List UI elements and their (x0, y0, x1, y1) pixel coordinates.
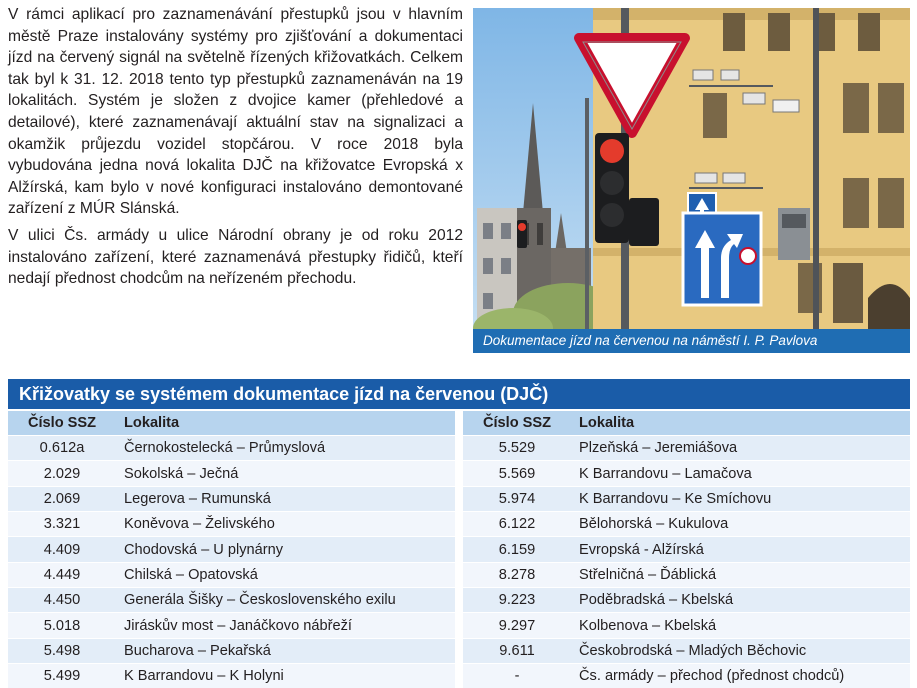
table-body-right (463, 436, 910, 688)
ssz-number: 5.499 (8, 664, 116, 688)
table-row (463, 588, 910, 613)
table-row (463, 638, 910, 663)
location-name: Chilská – Opatovská (116, 562, 455, 587)
table-row (8, 664, 455, 688)
table-row (8, 512, 455, 537)
location-name: Generála Šišky – Československého exilu (116, 588, 455, 613)
location-name: Sokolská – Ječná (116, 461, 455, 486)
ssz-number: 6.159 (463, 537, 571, 562)
ssz-number: 5.569 (463, 461, 571, 486)
location-name: Kolbenova – Kbelská (571, 613, 910, 638)
column-header-location: Lokalita (571, 411, 910, 436)
location-name: Bělohorská – Kukulova (571, 512, 910, 537)
ssz-number: 5.498 (8, 638, 116, 663)
photo-caption: Dokumentace jízd na červenou na náměstí I. P. Pavlova (473, 329, 910, 353)
location-name: Chodovská – U plynárny (116, 537, 455, 562)
location-name: Legerova – Rumunská (116, 486, 455, 511)
table-row (463, 461, 910, 486)
photo-scene (473, 8, 910, 353)
intro-paragraph-2: V ulici Čs. armády u ulice Národní obrany je od roku 2012 instalováno zařízení, které zaznamenává přestupky řidičů, kteří nedají přednost chodcům na neřízeném přechodu. (8, 225, 463, 290)
table-row (463, 486, 910, 511)
location-name: K Barrandovu – Ke Smíchovu (571, 486, 910, 511)
location-name: Evropská - Alžírská (571, 537, 910, 562)
intersections-table-right (463, 411, 910, 688)
table-row (8, 461, 455, 486)
ssz-number: 5.974 (463, 486, 571, 511)
location-name: K Barrandovu – Lamačova (571, 461, 910, 486)
table-row (8, 486, 455, 511)
column-header-number: Číslo SSZ (8, 411, 116, 436)
ssz-number: 2.029 (8, 461, 116, 486)
ssz-number: 9.297 (463, 613, 571, 638)
ssz-number: 4.449 (8, 562, 116, 587)
ssz-number: 5.529 (463, 436, 571, 461)
table-body-left (8, 436, 455, 688)
ssz-number: 4.450 (8, 588, 116, 613)
location-name: K Barrandovu – K Holyni (116, 664, 455, 688)
ssz-number: 3.321 (8, 512, 116, 537)
table-row (463, 436, 910, 461)
ssz-number: 4.409 (8, 537, 116, 562)
ssz-number: 8.278 (463, 562, 571, 587)
column-header-number: Číslo SSZ (463, 411, 571, 436)
location-name: Černokostelecká – Průmyslová (116, 436, 455, 461)
location-name: Poděbradská – Kbelská (571, 588, 910, 613)
table-row (8, 588, 455, 613)
lane-direction-sign-icon (683, 213, 761, 305)
table-row (8, 638, 455, 663)
table-row (8, 537, 455, 562)
column-header-location: Lokalita (116, 411, 455, 436)
location-name: Čs. armády – přechod (přednost chodců) (571, 664, 910, 688)
table-header-row (463, 411, 910, 436)
table-row (8, 613, 455, 638)
ssz-number: 2.069 (8, 486, 116, 511)
ssz-number: 5.018 (8, 613, 116, 638)
intro-text (8, 4, 463, 290)
location-name: Střelničná – Ďáblická (571, 562, 910, 587)
intro-paragraph-1: V rámci aplikací pro zaznamenávání přestupků jsou v hlavním městě Praze instalovány systémy pro zjišťování a dokumentaci jízd na červený signál na světelně řízených křižovatkách. Celkem tak byl k 31. 12. 2018 tento typ přestupků zaznamenáván na 19 lokalitách. Systém je složen z dvojice kamer (přehledové a detailové), které zaznamenávají aktuální stav na signalizaci a okamžik průjezdu vozidel stopčárou. V roce 2018 byla vybudována jedna nová lokalita DJČ na křižovatce Evropská x Alžírská, kam bylo v nové konfiguraci instalováno demontované zařízení z MÚR Slánská. (8, 4, 463, 220)
intersection-photo (473, 8, 910, 353)
ssz-number: - (463, 664, 571, 688)
table-row (8, 562, 455, 587)
table-row (463, 613, 910, 638)
ssz-number: 6.122 (463, 512, 571, 537)
table-row (8, 436, 455, 461)
location-name: Českobrodská – Mladých Běchovic (571, 638, 910, 663)
location-name: Jiráskův most – Janáčkovo nábřeží (116, 613, 455, 638)
table-row (463, 512, 910, 537)
table-header-row (8, 411, 455, 436)
ssz-number: 9.611 (463, 638, 571, 663)
ssz-number: 9.223 (463, 588, 571, 613)
table-title: Křižovatky se systémem dokumentace jízd na červenou (DJČ) (8, 379, 910, 409)
table-row (463, 562, 910, 587)
table-row (463, 664, 910, 688)
ssz-number: 0.612a (8, 436, 116, 461)
intersections-table-left (8, 411, 455, 688)
table-row (463, 537, 910, 562)
location-name: Plzeňská – Jeremiášova (571, 436, 910, 461)
location-name: Bucharova – Pekařská (116, 638, 455, 663)
location-name: Koněvova – Želivského (116, 512, 455, 537)
